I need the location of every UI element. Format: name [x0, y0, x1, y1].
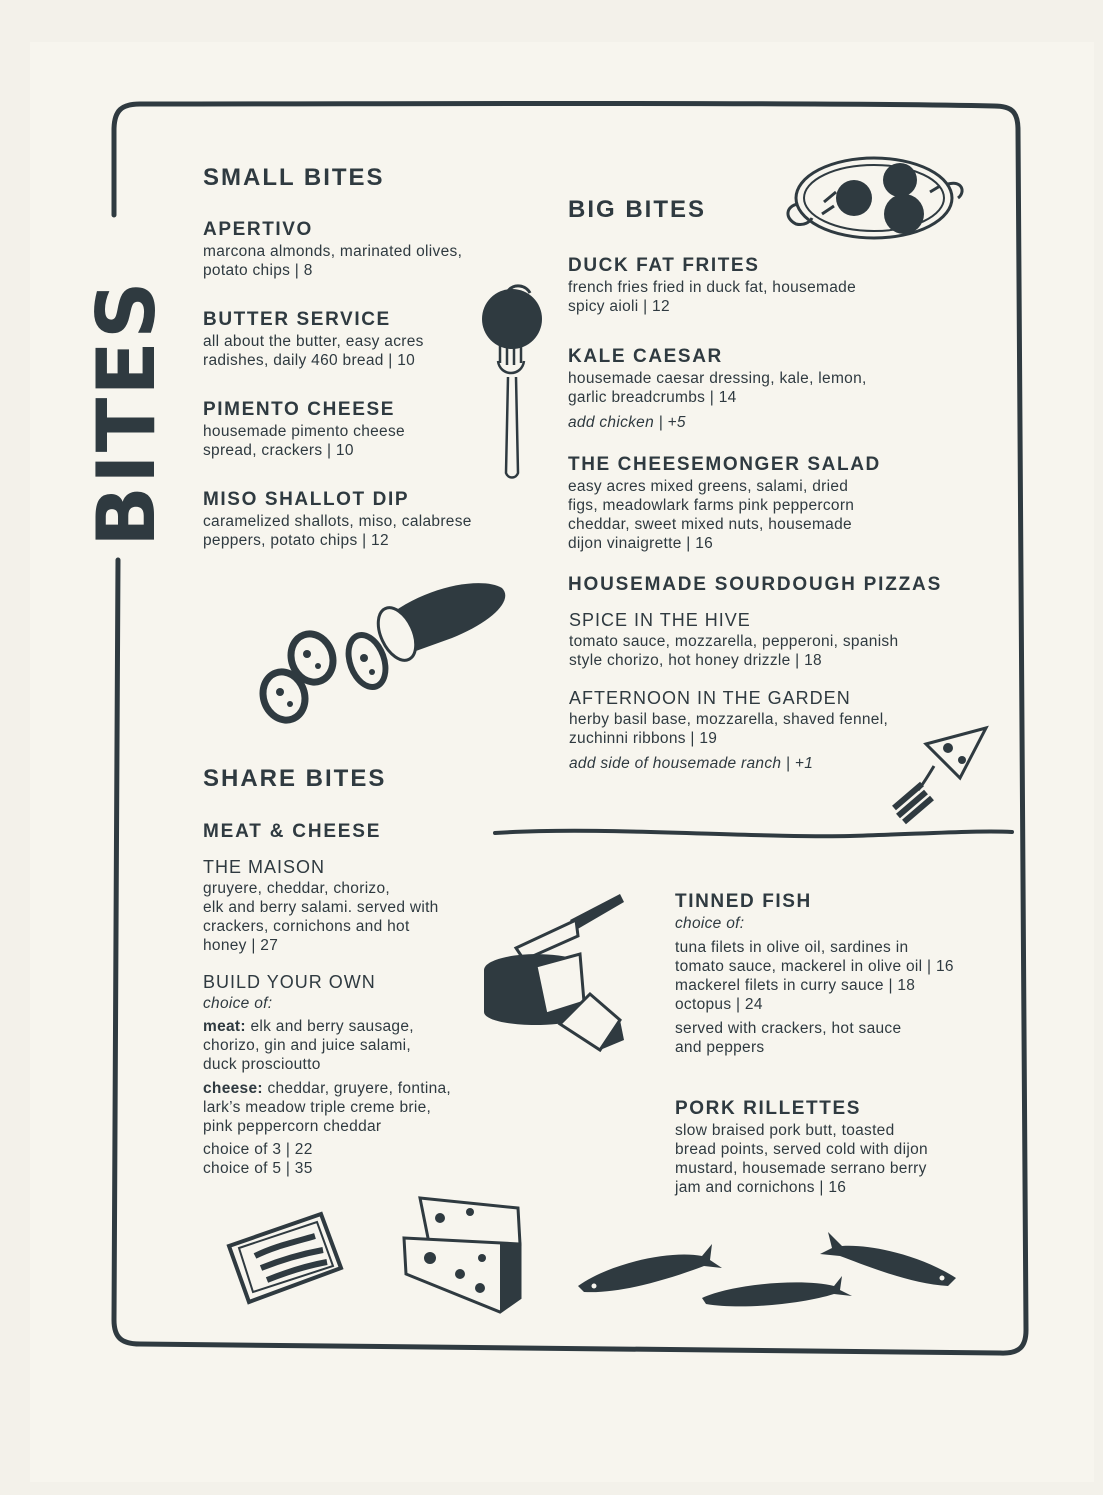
- item-name: THE CHEESEMONGER SALAD: [568, 454, 881, 475]
- small-bites-section: [203, 164, 523, 550]
- item-desc: figs, meadowlark farms pink peppercorn: [568, 497, 855, 514]
- item-desc: radishes, daily 460 bread | 10: [203, 352, 416, 369]
- item-desc: chorizo, gin and juice salami,: [203, 1037, 412, 1054]
- item-name: TINNED FISH: [675, 891, 812, 912]
- sardines-icon: [572, 1226, 962, 1316]
- item-desc: marcona almonds, marinated olives,: [203, 243, 463, 260]
- item-desc: herby basil base, mozzarella, shaved fennel,: [569, 711, 889, 728]
- section-heading: SMALL BITES: [203, 164, 385, 191]
- menu-item: [203, 308, 523, 370]
- item-desc: gruyere, cheddar, chorizo,: [203, 880, 391, 897]
- item-desc: housemade pimento cheese: [203, 423, 405, 440]
- item-desc: and peppers: [675, 1039, 765, 1056]
- item-desc: peppers, potato chips | 12: [203, 532, 389, 549]
- subsection-heading: HOUSEMADE SOURDOUGH PIZZAS: [568, 574, 943, 595]
- item-desc: garlic breadcrumbs | 14: [568, 389, 737, 406]
- item-desc: mustard, housemade serrano berry: [675, 1160, 927, 1177]
- pizza-slice-icon: [888, 726, 993, 824]
- menu-item: [568, 345, 978, 432]
- swiss-cheese-icon: [400, 1188, 525, 1316]
- item-price: choice of 5 | 35: [203, 1160, 313, 1177]
- menu-item: [203, 488, 523, 550]
- baguette-icon: [252, 576, 512, 731]
- item-desc: spread, crackers | 10: [203, 442, 354, 459]
- tin-can-icon: [225, 1206, 345, 1306]
- item-desc: jam and cornichons | 16: [675, 1179, 847, 1196]
- menu-item: [568, 254, 978, 316]
- meat-label: meat:: [203, 1018, 246, 1035]
- item-addon: add side of housemade ranch | +1: [569, 755, 814, 772]
- item-desc: elk and berry salami. served with: [203, 899, 439, 916]
- item-desc: tomato sauce, mackerel in olive oil | 16: [675, 958, 954, 975]
- item-desc: crackers, cornichons and hot: [203, 918, 410, 935]
- vertical-title: [80, 212, 173, 552]
- item-desc: tuna filets in olive oil, sardines in: [675, 939, 909, 956]
- item-desc: all about the butter, easy acres: [203, 333, 424, 350]
- item-desc: octopus | 24: [675, 996, 763, 1013]
- item-desc: tomato sauce, mozzarella, pepperoni, spanish: [569, 633, 899, 650]
- menu-item: [203, 398, 523, 460]
- item-desc: zuchinni ribbons | 19: [569, 730, 718, 747]
- item-name: APERTIVO: [203, 219, 313, 240]
- item-name: PIMENTO CHEESE: [203, 399, 396, 420]
- share-bites-section: [203, 765, 503, 1178]
- item-desc: mackerel filets in curry sauce | 18: [675, 977, 916, 994]
- item-desc: lark’s meadow triple creme brie,: [203, 1099, 432, 1116]
- item-desc: cheddar, gruyere, fontina,: [262, 1080, 452, 1097]
- section-heading: SHARE BITES: [203, 765, 387, 792]
- menu-item: [568, 608, 978, 670]
- tinned-fish-item: [675, 890, 1005, 1057]
- item-desc: elk and berry sausage,: [245, 1018, 414, 1035]
- item-name: AFTERNOON IN THE GARDEN: [569, 688, 851, 708]
- item-desc: duck proscioutto: [203, 1056, 321, 1073]
- item-desc: style chorizo, hot honey drizzle | 18: [569, 652, 822, 669]
- item-desc: cheddar, sweet mixed nuts, housemade: [568, 516, 852, 533]
- item-desc: served with crackers, hot sauce: [675, 1020, 902, 1037]
- item-name: BUILD YOUR OWN: [203, 972, 376, 992]
- item-desc: slow braised pork butt, toasted: [675, 1122, 895, 1139]
- menu-item: [568, 453, 978, 553]
- big-bites-section: [568, 254, 978, 773]
- menu-item: [203, 855, 503, 955]
- item-desc: dijon vinaigrette | 16: [568, 535, 714, 552]
- item-name: BUTTER SERVICE: [203, 309, 391, 330]
- meatball-plate-icon: [782, 152, 967, 242]
- item-name: DUCK FAT FRITES: [568, 255, 760, 276]
- item-desc: easy acres mixed greens, salami, dried: [568, 478, 849, 495]
- item-desc: housemade caesar dressing, kale, lemon,: [568, 370, 867, 387]
- pork-rillettes-item: [675, 1097, 1005, 1197]
- pizzas-subsection: [568, 573, 978, 597]
- item-name: PORK RILLETTES: [675, 1098, 862, 1119]
- item-name: SPICE IN THE HIVE: [569, 610, 751, 630]
- item-choice: choice of:: [675, 915, 745, 932]
- menu-item: [203, 970, 503, 1178]
- item-addon: add chicken | +5: [568, 414, 686, 431]
- item-desc: pink peppercorn cheddar: [203, 1118, 382, 1135]
- item-desc: bread points, served cold with dijon: [675, 1141, 928, 1158]
- cheese-label: cheese:: [203, 1080, 263, 1097]
- item-name: MISO SHALLOT DIP: [203, 489, 410, 510]
- item-choice: choice of:: [203, 995, 273, 1012]
- cheese-knife-icon: [480, 890, 630, 1055]
- item-name: KALE CAESAR: [568, 346, 723, 367]
- section-heading: BIG BITES: [568, 196, 707, 223]
- item-desc: honey | 27: [203, 937, 279, 954]
- item-price: choice of 3 | 22: [203, 1141, 313, 1158]
- item-name: THE MAISON: [203, 857, 326, 877]
- item-desc: caramelized shallots, miso, calabrese: [203, 513, 472, 530]
- item-desc: french fries fried in duck fat, housemade: [568, 279, 856, 296]
- svg-text:BITES: BITES: [80, 279, 173, 547]
- item-desc: potato chips | 8: [203, 262, 313, 279]
- item-desc: spicy aioli | 12: [568, 298, 670, 315]
- subsection-heading: MEAT & CHEESE: [203, 821, 382, 842]
- menu-item: [203, 218, 523, 280]
- meatball-fork-icon: [478, 283, 548, 483]
